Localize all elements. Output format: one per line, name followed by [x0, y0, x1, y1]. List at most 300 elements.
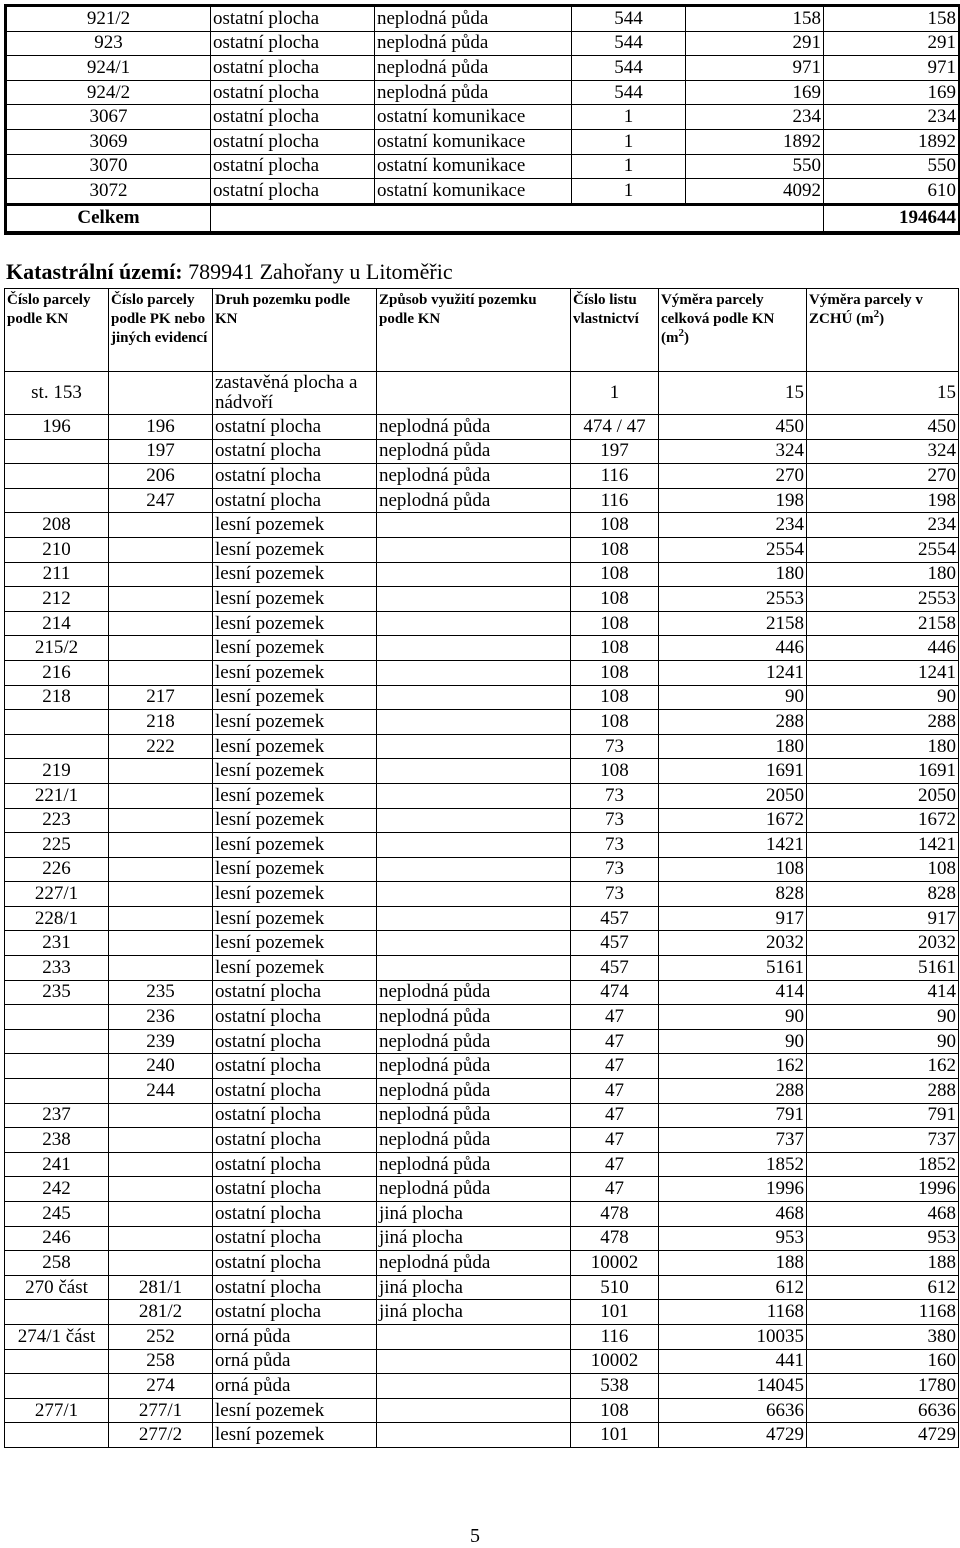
- table-cell: 169: [824, 80, 960, 105]
- table-cell: 197: [109, 439, 213, 464]
- table-cell: lesní pozemek: [213, 931, 377, 956]
- table-cell: jiná plocha: [377, 1226, 571, 1251]
- table-cell: [109, 636, 213, 661]
- table-row: [5, 1226, 959, 1251]
- table-cell: 270: [659, 464, 807, 489]
- table-cell: 180: [807, 734, 959, 759]
- table-row: [5, 759, 959, 784]
- table-cell: [5, 1005, 109, 1030]
- table-cell: 274: [109, 1374, 213, 1399]
- table-cell: [109, 1251, 213, 1276]
- table-cell: [109, 587, 213, 612]
- table-cell: [5, 734, 109, 759]
- table-cell: 162: [659, 1054, 807, 1079]
- table-cell: [109, 537, 213, 562]
- table-row: [5, 1005, 959, 1030]
- table-cell: neplodná půda: [375, 56, 572, 81]
- table-cell: 217: [109, 685, 213, 710]
- cadastral-area-title: [6, 259, 453, 285]
- table-cell: [377, 783, 571, 808]
- table-cell: 116: [571, 1324, 659, 1349]
- table-cell: 288: [807, 710, 959, 735]
- table-cell: 457: [571, 956, 659, 981]
- table-cell: 474 / 47: [571, 415, 659, 440]
- table-cell: [109, 956, 213, 981]
- table-cell: 73: [571, 857, 659, 882]
- table-cell: ostatní plocha: [213, 415, 377, 440]
- table-cell: 324: [807, 439, 959, 464]
- table-cell: 47: [571, 1103, 659, 1128]
- table-cell: 233: [5, 956, 109, 981]
- table-cell: 14045: [659, 1374, 807, 1399]
- total-label: Celkem: [6, 204, 211, 233]
- table-cell: neplodná půda: [377, 439, 571, 464]
- table-cell: 3069: [6, 129, 211, 154]
- table-row: [5, 1374, 959, 1399]
- table-cell: [377, 956, 571, 981]
- table-row: [5, 611, 959, 636]
- table-cell: ostatní plocha: [211, 105, 375, 130]
- table-cell: [5, 710, 109, 735]
- table-cell: 544: [572, 31, 686, 56]
- table-cell: 10002: [571, 1349, 659, 1374]
- table-row: [5, 808, 959, 833]
- table-cell: 246: [5, 1226, 109, 1251]
- table-cell: 245: [5, 1202, 109, 1227]
- table-cell: 414: [807, 980, 959, 1005]
- table-cell: 288: [807, 1079, 959, 1104]
- table-cell: 228/1: [5, 906, 109, 931]
- table-cell: 828: [659, 882, 807, 907]
- table-cell: [5, 439, 109, 464]
- table-cell: 1996: [807, 1177, 959, 1202]
- table-cell: 921/2: [6, 6, 211, 32]
- table-cell: 791: [659, 1103, 807, 1128]
- table-cell: neplodná půda: [375, 80, 572, 105]
- table-row: [5, 1079, 959, 1104]
- table-cell: 108: [571, 759, 659, 784]
- table-cell: lesní pozemek: [213, 710, 377, 735]
- table-cell: 3070: [6, 154, 211, 179]
- table-cell: 1892: [824, 129, 960, 154]
- table-cell: 414: [659, 980, 807, 1005]
- table-cell: [109, 783, 213, 808]
- table-cell: 211: [5, 562, 109, 587]
- table-cell: 441: [659, 1349, 807, 1374]
- main-parcel-table: [4, 288, 959, 1448]
- table-cell: 2554: [659, 537, 807, 562]
- table-cell: 274/1 část: [5, 1324, 109, 1349]
- table-cell: 1672: [659, 808, 807, 833]
- table-cell: ostatní komunikace: [375, 129, 572, 154]
- table-cell: 277/1: [109, 1398, 213, 1423]
- table-cell: ostatní plocha: [213, 1226, 377, 1251]
- table-cell: 108: [571, 537, 659, 562]
- table-cell: 235: [109, 980, 213, 1005]
- table-cell: 1691: [807, 759, 959, 784]
- table-cell: 1852: [807, 1152, 959, 1177]
- table-cell: 108: [571, 660, 659, 685]
- table-row: [5, 833, 959, 858]
- table-cell: 281/1: [109, 1275, 213, 1300]
- cadastral-area-label: Katastrální území:: [6, 259, 183, 284]
- table-cell: 446: [659, 636, 807, 661]
- table-cell: [109, 1177, 213, 1202]
- table-cell: ostatní plocha: [213, 1029, 377, 1054]
- table-cell: 73: [571, 783, 659, 808]
- table-cell: 180: [659, 562, 807, 587]
- table-cell: [109, 759, 213, 784]
- table-cell: 737: [807, 1128, 959, 1153]
- table-cell: lesní pozemek: [213, 537, 377, 562]
- table-cell: 971: [686, 56, 824, 81]
- table-cell: [377, 562, 571, 587]
- table-cell: 108: [571, 562, 659, 587]
- table-row: [5, 562, 959, 587]
- table-row: [5, 1251, 959, 1276]
- table-cell: [377, 685, 571, 710]
- table-cell: lesní pozemek: [213, 783, 377, 808]
- table-cell: ostatní plocha: [211, 179, 375, 205]
- table-cell: neplodná půda: [377, 1251, 571, 1276]
- table-cell: ostatní plocha: [213, 1079, 377, 1104]
- table-cell: [377, 513, 571, 538]
- table-cell: ostatní plocha: [213, 1177, 377, 1202]
- table-cell: 791: [807, 1103, 959, 1128]
- table-cell: [377, 759, 571, 784]
- table-cell: [377, 587, 571, 612]
- table-cell: 47: [571, 1054, 659, 1079]
- table-cell: 222: [109, 734, 213, 759]
- table-cell: 236: [109, 1005, 213, 1030]
- table-cell: jiná plocha: [377, 1275, 571, 1300]
- table-cell: 324: [659, 439, 807, 464]
- table-cell: 4092: [686, 179, 824, 205]
- table-row: [5, 636, 959, 661]
- table-cell: 231: [5, 931, 109, 956]
- table-cell: 1168: [659, 1300, 807, 1325]
- table-cell: ostatní plocha: [211, 80, 375, 105]
- table-cell: lesní pozemek: [213, 956, 377, 981]
- table-cell: 1168: [807, 1300, 959, 1325]
- table-cell: ostatní plocha: [213, 1275, 377, 1300]
- table-cell: 227/1: [5, 882, 109, 907]
- table-cell: ostatní plocha: [211, 56, 375, 81]
- table-cell: [5, 464, 109, 489]
- total-spacer: [211, 204, 824, 233]
- table-cell: lesní pozemek: [213, 611, 377, 636]
- table-cell: 1: [572, 179, 686, 205]
- table-cell: 108: [807, 857, 959, 882]
- table-row: [5, 783, 959, 808]
- table-cell: [377, 1423, 571, 1448]
- table-cell: 457: [571, 931, 659, 956]
- table-cell: [109, 808, 213, 833]
- table-cell: neplodná půda: [377, 415, 571, 440]
- table-cell: [5, 1374, 109, 1399]
- table-cell: 242: [5, 1177, 109, 1202]
- table-cell: lesní pozemek: [213, 857, 377, 882]
- table-cell: neplodná půda: [377, 1029, 571, 1054]
- table-cell: 468: [807, 1202, 959, 1227]
- table-cell: 108: [659, 857, 807, 882]
- table-row: [5, 1423, 959, 1448]
- table-cell: 234: [824, 105, 960, 130]
- table-cell: 218: [5, 685, 109, 710]
- page-number: 5: [470, 1525, 480, 1547]
- table-cell: 291: [686, 31, 824, 56]
- table-cell: 544: [572, 6, 686, 32]
- top-parcel-table: [4, 4, 960, 235]
- table-cell: 1892: [686, 129, 824, 154]
- table-cell: 544: [572, 80, 686, 105]
- table-row: [5, 464, 959, 489]
- table-row: [5, 415, 959, 440]
- table-cell: zastavěná plocha a nádvoří: [213, 372, 377, 415]
- table-cell: 234: [807, 513, 959, 538]
- table-cell: 47: [571, 1177, 659, 1202]
- table-cell: 247: [109, 488, 213, 513]
- table-cell: orná půda: [213, 1374, 377, 1399]
- table-cell: 90: [659, 1005, 807, 1030]
- table-cell: 380: [807, 1324, 959, 1349]
- table-row: [5, 660, 959, 685]
- table-cell: 214: [5, 611, 109, 636]
- table-cell: 197: [571, 439, 659, 464]
- table-cell: 108: [571, 1398, 659, 1423]
- table-cell: 5161: [659, 956, 807, 981]
- table-cell: neplodná půda: [377, 464, 571, 489]
- table-cell: ostatní plocha: [213, 464, 377, 489]
- table-cell: 221/1: [5, 783, 109, 808]
- table-cell: 917: [807, 906, 959, 931]
- table-cell: 1: [571, 372, 659, 415]
- table-cell: jiná plocha: [377, 1300, 571, 1325]
- header-zchu-area: Výměra parcely v ZCHÚ $(m^2)$: [807, 289, 959, 372]
- table-cell: ostatní plocha: [213, 1251, 377, 1276]
- table-cell: 457: [571, 906, 659, 931]
- table-cell: 239: [109, 1029, 213, 1054]
- table-cell: neplodná půda: [375, 31, 572, 56]
- table-row: [5, 439, 959, 464]
- table-cell: 158: [824, 6, 960, 32]
- table-cell: 953: [659, 1226, 807, 1251]
- table-cell: [109, 833, 213, 858]
- table-cell: [109, 931, 213, 956]
- table-cell: 47: [571, 1152, 659, 1177]
- table-cell: [109, 1103, 213, 1128]
- table-cell: 737: [659, 1128, 807, 1153]
- table-cell: 291: [824, 31, 960, 56]
- table-cell: 244: [109, 1079, 213, 1104]
- table-cell: lesní pozemek: [213, 513, 377, 538]
- table-cell: 90: [659, 1029, 807, 1054]
- table-cell: neplodná půda: [377, 1128, 571, 1153]
- table-cell: 478: [571, 1202, 659, 1227]
- table-cell: lesní pozemek: [213, 685, 377, 710]
- table-cell: 108: [571, 587, 659, 612]
- table-cell: 2553: [807, 587, 959, 612]
- cadastral-area-value: 789941 Zahořany u Litoměřic: [182, 259, 453, 284]
- table-cell: lesní pozemek: [213, 587, 377, 612]
- table-row: [6, 6, 960, 32]
- table-cell: neplodná půda: [377, 980, 571, 1005]
- table-cell: [109, 1152, 213, 1177]
- table-cell: 544: [572, 56, 686, 81]
- table-cell: ostatní komunikace: [375, 154, 572, 179]
- table-cell: 108: [571, 685, 659, 710]
- table-cell: 90: [807, 1029, 959, 1054]
- table-row: [5, 1177, 959, 1202]
- table-cell: 270: [807, 464, 959, 489]
- table-cell: 3072: [6, 179, 211, 205]
- table-cell: [377, 882, 571, 907]
- table-cell: lesní pozemek: [213, 759, 377, 784]
- table-cell: 4729: [659, 1423, 807, 1448]
- table-cell: ostatní plocha: [213, 1128, 377, 1153]
- table-cell: neplodná půda: [377, 1152, 571, 1177]
- header-kn-number: Číslo parcely podle KN: [5, 289, 109, 372]
- table-cell: [377, 931, 571, 956]
- table-cell: 1: [572, 154, 686, 179]
- table-cell: lesní pozemek: [213, 882, 377, 907]
- table-cell: 47: [571, 1079, 659, 1104]
- table-cell: lesní pozemek: [213, 1423, 377, 1448]
- table-row: [5, 513, 959, 538]
- table-cell: 10035: [659, 1324, 807, 1349]
- table-cell: 216: [5, 660, 109, 685]
- table-cell: 116: [571, 488, 659, 513]
- table-cell: 240: [109, 1054, 213, 1079]
- table-cell: 116: [571, 464, 659, 489]
- table-cell: 223: [5, 808, 109, 833]
- table-cell: [5, 1079, 109, 1104]
- table-cell: 162: [807, 1054, 959, 1079]
- table-cell: [109, 513, 213, 538]
- table-cell: [377, 636, 571, 661]
- table-cell: orná půda: [213, 1324, 377, 1349]
- table-row: [5, 488, 959, 513]
- table-cell: 281/2: [109, 1300, 213, 1325]
- table-cell: lesní pozemek: [213, 562, 377, 587]
- table-cell: 2158: [659, 611, 807, 636]
- header-total-area: Výměra parcely celková podle KN $(m^2)$: [659, 289, 807, 372]
- table-cell: neplodná půda: [377, 1177, 571, 1202]
- table-cell: 196: [109, 415, 213, 440]
- table-cell: 169: [686, 80, 824, 105]
- table-cell: 73: [571, 882, 659, 907]
- table-row: [6, 105, 960, 130]
- table-row: [5, 1128, 959, 1153]
- table-cell: 2032: [659, 931, 807, 956]
- table-row: [6, 179, 960, 205]
- table-cell: 612: [807, 1275, 959, 1300]
- table-cell: 277/2: [109, 1423, 213, 1448]
- table-row: [5, 1152, 959, 1177]
- table-cell: 1: [572, 129, 686, 154]
- table-cell: 550: [824, 154, 960, 179]
- table-row: [5, 906, 959, 931]
- table-cell: 15: [807, 372, 959, 415]
- table-row: [5, 882, 959, 907]
- table-cell: 73: [571, 808, 659, 833]
- table-row: [5, 537, 959, 562]
- table-cell: 953: [807, 1226, 959, 1251]
- table-cell: 108: [571, 611, 659, 636]
- table-cell: 90: [807, 1005, 959, 1030]
- table-cell: 258: [109, 1349, 213, 1374]
- table-cell: 90: [659, 685, 807, 710]
- table-cell: 971: [824, 56, 960, 81]
- table-cell: 237: [5, 1103, 109, 1128]
- table-cell: [109, 562, 213, 587]
- table-cell: 196: [5, 415, 109, 440]
- table-cell: 90: [807, 685, 959, 710]
- table-cell: 108: [571, 636, 659, 661]
- table-cell: 2553: [659, 587, 807, 612]
- table-cell: 234: [686, 105, 824, 130]
- table-cell: [5, 1349, 109, 1374]
- header-pk-number: Číslo parcely podle PK nebo jiných evidencí: [109, 289, 213, 372]
- table-cell: 5161: [807, 956, 959, 981]
- table-cell: 235: [5, 980, 109, 1005]
- table-cell: ostatní plocha: [211, 154, 375, 179]
- table-cell: [377, 808, 571, 833]
- table-cell: ostatní plocha: [211, 129, 375, 154]
- table-row: [5, 685, 959, 710]
- table-cell: ostatní plocha: [211, 31, 375, 56]
- table-cell: [109, 611, 213, 636]
- table-cell: ostatní plocha: [213, 1202, 377, 1227]
- table-cell: [377, 372, 571, 415]
- table-cell: [377, 1398, 571, 1423]
- table-cell: lesní pozemek: [213, 833, 377, 858]
- table-cell: 198: [659, 488, 807, 513]
- table-cell: 1691: [659, 759, 807, 784]
- table-cell: lesní pozemek: [213, 734, 377, 759]
- table-cell: 188: [807, 1251, 959, 1276]
- table-cell: ostatní plocha: [211, 6, 375, 32]
- table-cell: 180: [659, 734, 807, 759]
- table-cell: 288: [659, 710, 807, 735]
- table-cell: ostatní plocha: [213, 1005, 377, 1030]
- table-cell: neplodná půda: [377, 1054, 571, 1079]
- table-cell: 188: [659, 1251, 807, 1276]
- table-cell: 1: [572, 105, 686, 130]
- table-cell: 15: [659, 372, 807, 415]
- table-cell: 4729: [807, 1423, 959, 1448]
- table-row: [6, 80, 960, 105]
- table-cell: neplodná půda: [375, 6, 572, 32]
- table-cell: ostatní plocha: [213, 488, 377, 513]
- table-cell: [377, 660, 571, 685]
- table-cell: 2554: [807, 537, 959, 562]
- table-cell: 828: [807, 882, 959, 907]
- table-row: [5, 956, 959, 981]
- table-cell: 1241: [659, 660, 807, 685]
- table-cell: orná půda: [213, 1349, 377, 1374]
- table-cell: [109, 1202, 213, 1227]
- total-row: [6, 204, 960, 233]
- table-cell: 108: [571, 710, 659, 735]
- table-cell: 923: [6, 31, 211, 56]
- table-header-row: [5, 289, 959, 372]
- table-cell: ostatní plocha: [213, 980, 377, 1005]
- table-row: [5, 710, 959, 735]
- table-cell: [109, 882, 213, 907]
- table-cell: 1421: [807, 833, 959, 858]
- table-cell: [377, 710, 571, 735]
